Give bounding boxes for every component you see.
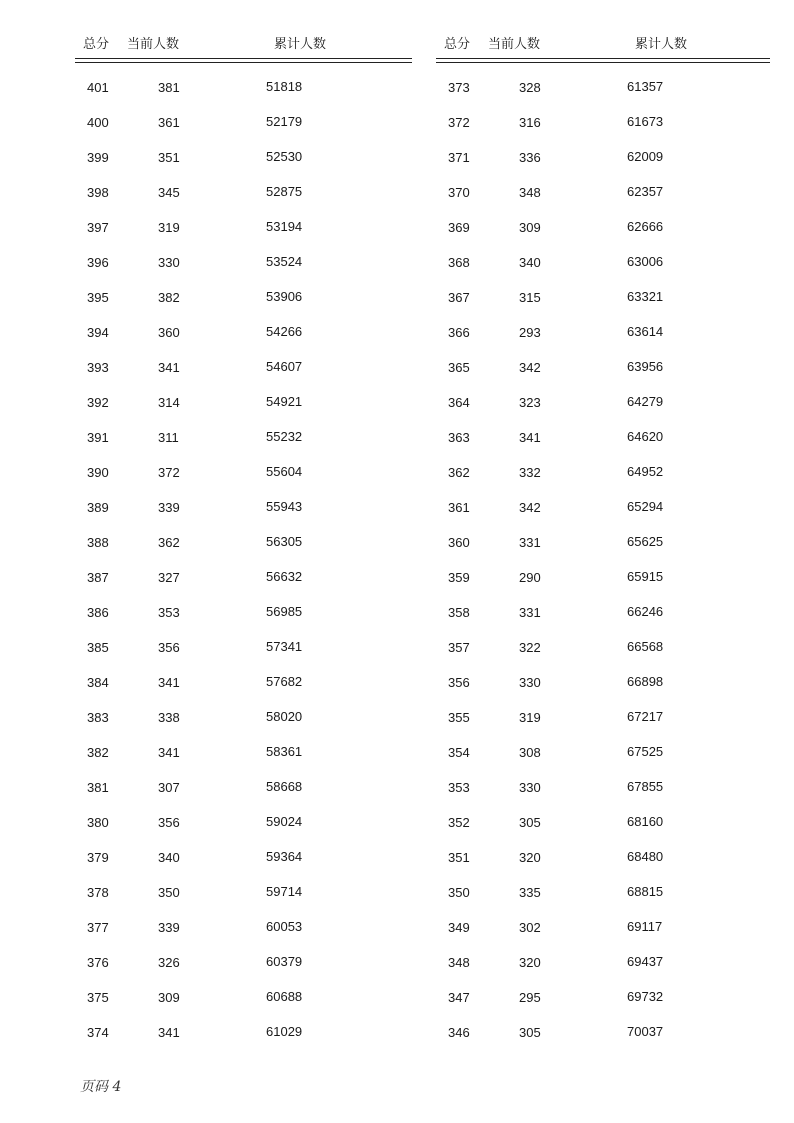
cell-cumulative-count: 55604 [266,464,303,479]
cell-score: 357 [448,640,470,655]
cell-current-count: 345 [158,185,180,200]
table-row [75,945,412,980]
cell-current-count: 305 [519,815,541,830]
cell-current-count: 323 [519,395,541,410]
cell-score: 351 [448,850,470,865]
cell-cumulative-count: 61357 [627,79,664,94]
table-row [436,525,770,560]
cell-current-count: 339 [158,500,180,515]
cell-cumulative-count: 57682 [266,674,303,689]
cell-score: 372 [448,115,470,130]
cell-current-count: 326 [158,955,180,970]
table-row [75,665,412,700]
cell-current-count: 353 [158,605,180,620]
cell-cumulative-count: 69437 [627,954,664,969]
cell-current-count: 341 [158,745,180,760]
table-row [436,245,770,280]
cell-cumulative-count: 52875 [266,184,303,199]
cell-current-count: 335 [519,885,541,900]
header-divider-bottom [75,62,412,63]
cell-current-count: 338 [158,710,180,725]
cell-current-count: 328 [519,80,541,95]
cell-cumulative-count: 68160 [627,814,664,829]
cell-cumulative-count: 68815 [627,884,664,899]
cell-score: 362 [448,465,470,480]
cell-current-count: 360 [158,325,180,340]
cell-current-count: 342 [519,500,541,515]
cell-current-count: 322 [519,640,541,655]
cell-current-count: 319 [519,710,541,725]
cell-score: 387 [87,570,109,585]
cell-cumulative-count: 54266 [266,324,303,339]
table-row [436,420,770,455]
table-row [436,735,770,770]
cell-cumulative-count: 64952 [627,464,664,479]
cell-current-count: 331 [519,605,541,620]
table-row [75,140,412,175]
table-row [436,910,770,945]
table-row [75,560,412,595]
table-row [436,665,770,700]
cell-score: 349 [448,920,470,935]
cell-current-count: 290 [519,570,541,585]
cell-cumulative-count: 61673 [627,114,664,129]
cell-cumulative-count: 63006 [627,254,664,269]
cell-score: 350 [448,885,470,900]
cell-score: 347 [448,990,470,1005]
cell-current-count: 342 [519,360,541,375]
cell-cumulative-count: 55943 [266,499,303,514]
header-divider-top [436,58,770,59]
table-row [436,980,770,1015]
cell-cumulative-count: 67855 [627,779,664,794]
table-row [75,315,412,350]
cell-score: 346 [448,1025,470,1040]
table-row [75,595,412,630]
cell-score: 364 [448,395,470,410]
cell-cumulative-count: 53906 [266,289,303,304]
table-row [436,945,770,980]
cell-current-count: 381 [158,80,180,95]
cell-cumulative-count: 53194 [266,219,303,234]
cell-cumulative-count: 65625 [627,534,664,549]
header-divider-bottom [436,62,770,63]
cell-cumulative-count: 56985 [266,604,303,619]
cell-current-count: 309 [158,990,180,1005]
table-row [436,175,770,210]
cell-current-count: 319 [158,220,180,235]
table-row [75,280,412,315]
cell-score: 390 [87,465,109,480]
table-row [75,805,412,840]
cell-current-count: 307 [158,780,180,795]
cell-current-count: 356 [158,815,180,830]
cell-cumulative-count: 66246 [627,604,664,619]
cell-current-count: 308 [519,745,541,760]
cell-cumulative-count: 56305 [266,534,303,549]
cell-current-count: 341 [158,360,180,375]
cell-cumulative-count: 59024 [266,814,303,829]
cell-score: 399 [87,150,109,165]
table-row [75,770,412,805]
cell-current-count: 309 [519,220,541,235]
cell-current-count: 302 [519,920,541,935]
table-row [436,595,770,630]
table-row [75,420,412,455]
table-row [75,840,412,875]
cell-cumulative-count: 65294 [627,499,664,514]
cell-score: 395 [87,290,109,305]
cell-score: 353 [448,780,470,795]
cell-cumulative-count: 68480 [627,849,664,864]
cell-score: 373 [448,80,470,95]
table-row [436,840,770,875]
cell-score: 348 [448,955,470,970]
table-row [75,700,412,735]
cell-current-count: 356 [158,640,180,655]
cell-score: 384 [87,675,109,690]
cell-score: 375 [87,990,109,1005]
cell-cumulative-count: 63614 [627,324,664,339]
cell-current-count: 330 [519,675,541,690]
table-row [436,770,770,805]
table-row [75,105,412,140]
cell-cumulative-count: 63321 [627,289,664,304]
table-row [436,385,770,420]
table-header [75,33,412,51]
cell-cumulative-count: 59364 [266,849,303,864]
cell-score: 389 [87,500,109,515]
cell-score: 378 [87,885,109,900]
cell-current-count: 314 [158,395,180,410]
cell-cumulative-count: 69732 [627,989,664,1004]
cell-cumulative-count: 64620 [627,429,664,444]
table-row [436,315,770,350]
cell-current-count: 331 [519,535,541,550]
cell-score: 388 [87,535,109,550]
cell-cumulative-count: 56632 [266,569,303,584]
cell-cumulative-count: 55232 [266,429,303,444]
cell-score: 361 [448,500,470,515]
cell-score: 385 [87,640,109,655]
cell-cumulative-count: 62357 [627,184,664,199]
cell-score: 393 [87,360,109,375]
cell-current-count: 320 [519,850,541,865]
cell-current-count: 327 [158,570,180,585]
cell-score: 368 [448,255,470,270]
cell-current-count: 361 [158,115,180,130]
cell-cumulative-count: 52179 [266,114,303,129]
table-row [75,70,412,105]
cell-current-count: 330 [519,780,541,795]
cell-score: 392 [87,395,109,410]
table-row [436,455,770,490]
cell-score: 352 [448,815,470,830]
cell-score: 401 [87,80,109,95]
cell-score: 394 [87,325,109,340]
cell-cumulative-count: 67525 [627,744,664,759]
cell-score: 398 [87,185,109,200]
header-score: 总分 [444,37,471,52]
header-cumulative-count: 累计人数 [274,37,327,52]
cell-current-count: 362 [158,535,180,550]
cell-current-count: 295 [519,990,541,1005]
cell-cumulative-count: 69117 [627,919,663,934]
cell-score: 365 [448,360,470,375]
cell-cumulative-count: 66898 [627,674,664,689]
table-row [75,490,412,525]
cell-score: 391 [87,430,109,445]
cell-current-count: 341 [519,430,541,445]
header-score: 总分 [83,37,110,52]
cell-cumulative-count: 70037 [627,1024,664,1039]
cell-score: 358 [448,605,470,620]
cell-score: 356 [448,675,470,690]
header-cumulative-count: 累计人数 [635,37,688,52]
cell-score: 371 [448,150,470,165]
cell-cumulative-count: 65915 [627,569,664,584]
cell-cumulative-count: 60379 [266,954,303,969]
cell-score: 396 [87,255,109,270]
cell-score: 359 [448,570,470,585]
table-row [436,280,770,315]
cell-cumulative-count: 53524 [266,254,303,269]
table-row [75,980,412,1015]
cell-score: 374 [87,1025,109,1040]
cell-score: 363 [448,430,470,445]
cell-current-count: 340 [519,255,541,270]
cell-score: 397 [87,220,109,235]
cell-score: 377 [87,920,109,935]
cell-cumulative-count: 60688 [266,989,303,1004]
cell-cumulative-count: 61029 [266,1024,303,1039]
cell-cumulative-count: 51818 [266,79,303,94]
table-row [436,70,770,105]
cell-cumulative-count: 58020 [266,709,303,724]
table-row [436,630,770,665]
table-row [436,875,770,910]
cell-cumulative-count: 57341 [266,639,303,654]
table-row [436,210,770,245]
table-row [75,630,412,665]
cell-score: 355 [448,710,470,725]
table-row [75,245,412,280]
cell-score: 354 [448,745,470,760]
cell-cumulative-count: 62009 [627,149,664,164]
cell-score: 367 [448,290,470,305]
table-row [436,1015,770,1050]
table-row [75,175,412,210]
table-body [436,70,770,1050]
cell-cumulative-count: 62666 [627,219,664,234]
table-row [75,525,412,560]
table-row [436,700,770,735]
cell-current-count: 320 [519,955,541,970]
cell-current-count: 330 [158,255,180,270]
cell-current-count: 341 [158,675,180,690]
table-row [75,910,412,945]
cell-score: 370 [448,185,470,200]
cell-cumulative-count: 54921 [266,394,303,409]
cell-score: 376 [87,955,109,970]
table-row [75,210,412,245]
table-row [436,350,770,385]
table-row [436,560,770,595]
cell-score: 382 [87,745,109,760]
cell-score: 369 [448,220,470,235]
cell-score: 381 [87,780,109,795]
table-row [75,1015,412,1050]
table-row [75,875,412,910]
cell-current-count: 332 [519,465,541,480]
table-body [75,70,412,1050]
cell-current-count: 351 [158,150,180,165]
page-number: 页码 4 [80,1079,122,1095]
header-current-count: 当前人数 [488,37,541,52]
cell-current-count: 316 [519,115,541,130]
cell-score: 360 [448,535,470,550]
cell-current-count: 382 [158,290,180,305]
cell-cumulative-count: 67217 [627,709,664,724]
cell-current-count: 340 [158,850,180,865]
table-row [75,735,412,770]
cell-cumulative-count: 64279 [627,394,664,409]
cell-score: 380 [87,815,109,830]
cell-score: 383 [87,710,109,725]
table-row [75,350,412,385]
cell-current-count: 350 [158,885,180,900]
table-row [75,455,412,490]
cell-score: 366 [448,325,470,340]
cell-cumulative-count: 54607 [266,359,303,374]
table-row [436,490,770,525]
table-row [436,805,770,840]
table-header [436,33,770,51]
cell-current-count: 372 [158,465,180,480]
header-divider-top [75,58,412,59]
cell-cumulative-count: 66568 [627,639,664,654]
cell-cumulative-count: 60053 [266,919,303,934]
table-row [75,385,412,420]
cell-current-count: 339 [158,920,180,935]
cell-cumulative-count: 63956 [627,359,664,374]
cell-score: 400 [87,115,109,130]
cell-current-count: 341 [158,1025,180,1040]
cell-current-count: 315 [519,290,541,305]
cell-current-count: 293 [519,325,541,340]
cell-cumulative-count: 59714 [266,884,303,899]
cell-score: 379 [87,850,109,865]
table-row [436,105,770,140]
cell-cumulative-count: 52530 [266,149,303,164]
cell-cumulative-count: 58361 [266,744,303,759]
table-row [436,140,770,175]
cell-score: 386 [87,605,109,620]
header-current-count: 当前人数 [127,37,180,52]
cell-current-count: 311 [158,430,179,445]
cell-cumulative-count: 58668 [266,779,303,794]
cell-current-count: 336 [519,150,541,165]
cell-current-count: 305 [519,1025,541,1040]
cell-current-count: 348 [519,185,541,200]
